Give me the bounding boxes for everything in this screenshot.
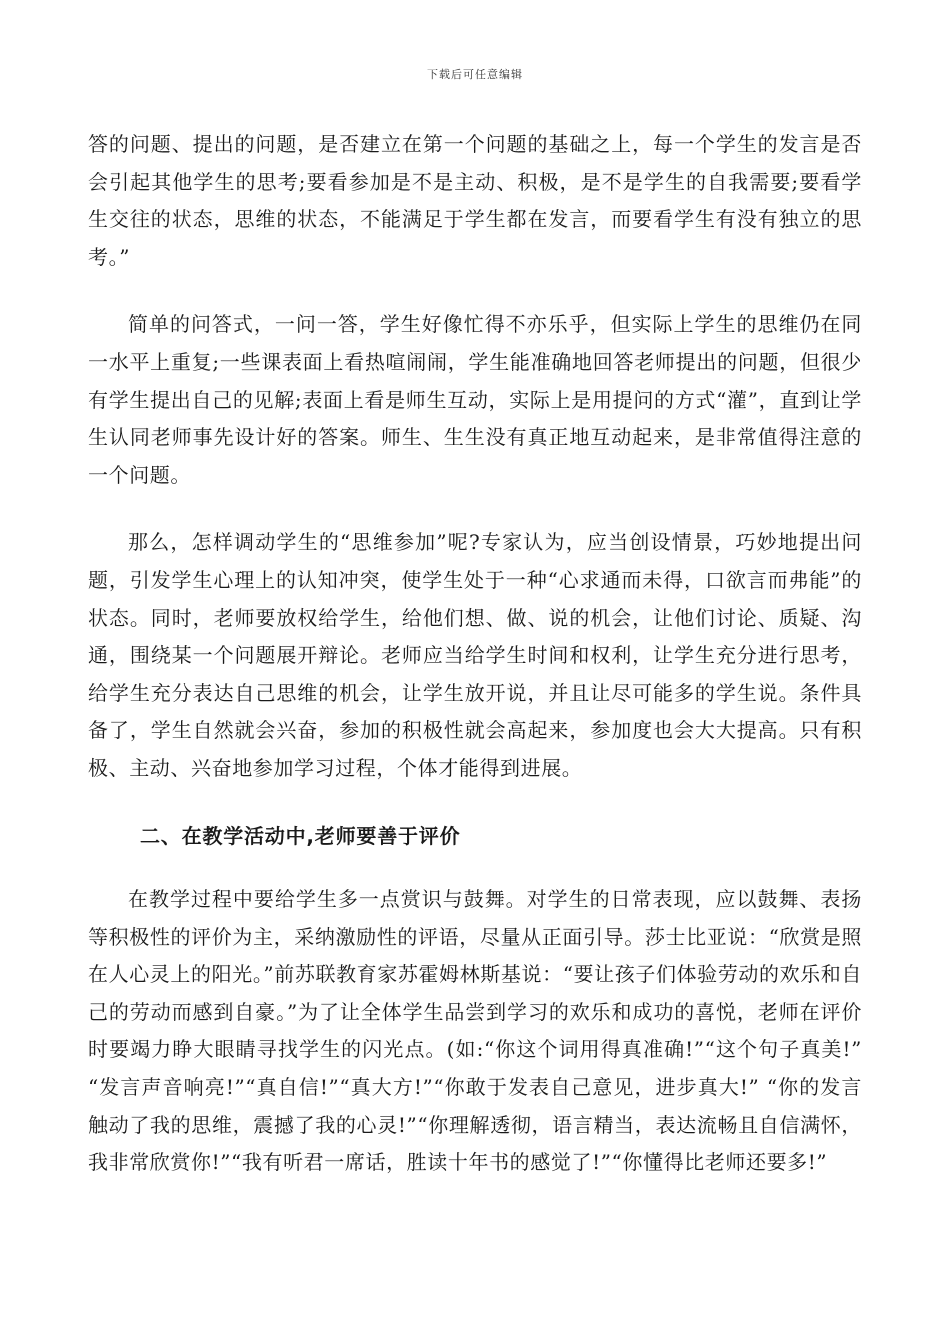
paragraph-thinking-participation: 那么，怎样调动学生的“思维参加”呢?专家认为，应当创设情景，巧妙地提出问题，引发学生心理上的认知冲突，使学生处于一种“心求通而未得，口欲言而弗能”的状态。同时，老师要放权给学生，给他们想、做、说的机会，让他们讨论、质疑、沟通，围绕某一个问题展开辩论。老师应当给学生时间和权利，让学生充分进行思考，给学生充分表达自己思维的机会，让学生放开说，并且让尽可能多的学生说。条件具备了，学生自然就会兴奋，参加的积极性就会高起来，参加度也会大大提高。只有积极、主动、兴奋地参加学习过程，个体才能得到进展。 <box>88 530 862 780</box>
paragraph-qa-style: 简单的问答式，一问一答，学生好像忙得不亦乐乎，但实际上学生的思维仍在同一水平上重复;一些课表面上看热喧闹闹，学生能准确地回答老师提出的问题，但很少有学生提出自己的见解;表面上看是师生互动，实际上是用提问的方式“灌”，直到让学生认同老师事先设计好的答案。师生、生生没有真正地互动起来，是非常值得注意的一个问题。 <box>88 312 862 487</box>
page-header: 下载后可任意编辑 <box>427 68 523 81</box>
paragraph-evaluation: 在教学过程中要给学生多一点赏识与鼓舞。对学生的日常表现，应以鼓舞、表扬等积极性的评价为主，采纳激励性的评语，尽量从正面引导。莎士比亚说：“欣赏是照在人心灵上的阳光。”前苏联教育家苏霍姆林斯基说：“要让孩子们体验劳动的欢乐和自己的劳动而感到自豪。”为了让全体学生品尝到学习的欢乐和成功的喜悦，老师在评价时要竭力睁大眼睛寻找学生的闪光点。(如:“你这个词用得真准确!”“这个句子真美!” “发言声音响亮!”“真自信!”“真大方!”“你敢于发表自己意见，进步真大!” “你的发言触动了我的思维，震撼了我的心灵!”“你理解透彻，语言精当，表达流畅且自信满怀，我非常欣赏你!”“我有听君一席话，胜读十年书的感觉了!”“你懂得比老师还要多!” <box>88 887 862 1175</box>
paragraph-continuation: 答的问题、提出的问题，是否建立在第一个问题的基础之上，每一个学生的发言是否会引起其他学生的思考;要看参加是不是主动、积极，是不是学生的自我需要;要看学生交往的状态，思维的状态，不能满足于学生都在发言，而要看学生有没有独立的思考。” <box>88 132 862 269</box>
document-body <box>88 126 862 1212</box>
section-heading: 二、在教学活动中,老师要善于评价 <box>140 823 461 848</box>
